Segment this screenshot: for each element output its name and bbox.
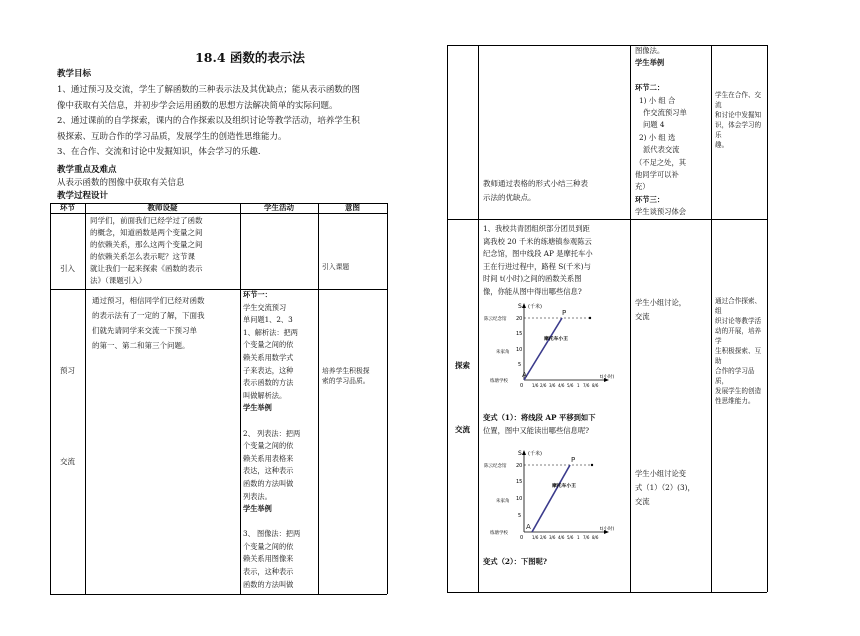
text-line: 示法的优缺点。	[483, 193, 536, 202]
y-arrow	[522, 303, 526, 308]
table-border	[447, 592, 767, 593]
table-border	[50, 203, 51, 594]
x-tick: 1/6	[532, 535, 539, 540]
x-tick: 1	[577, 383, 580, 388]
text-line: 作交流预习单	[643, 108, 687, 118]
text-line: 学生在合作、交流	[715, 91, 762, 109]
text-line: 个变量之间的依	[243, 541, 294, 551]
x-tick: 3/6	[549, 383, 556, 388]
town-label: 朱家角	[496, 350, 510, 355]
s-label: S	[518, 450, 522, 457]
t-label: t(小时)	[600, 527, 615, 532]
process-heading: 教学过程设计	[57, 191, 109, 201]
page-title: 18.4 函数的表示法	[195, 50, 305, 65]
x-tick: 8/6	[592, 383, 599, 388]
y-tick: 20	[516, 463, 523, 469]
text-line: 织讨论等教学活	[715, 317, 762, 325]
x-tick: 7/6	[583, 383, 590, 388]
t-label: t(小时)	[600, 375, 615, 380]
x-tick: 4/6	[558, 535, 565, 540]
student-variant	[635, 467, 711, 509]
text-line: 1、我校共青团组织部分团员到距	[483, 224, 590, 233]
problem-text	[483, 223, 629, 299]
table-border	[711, 45, 712, 592]
teacher-summary	[483, 177, 629, 205]
text-line: 教师通过表格的形式小结三种表	[483, 179, 588, 188]
text-line: 合作的学习品质，	[715, 367, 755, 385]
text-line: 学生举例	[243, 504, 272, 514]
text-line: 变式（1）：将线段 AP 平移到如下	[483, 413, 596, 422]
table-border	[50, 594, 387, 595]
stage-intro: 引入	[60, 264, 75, 273]
text-line: 通过预习，相信同学们已经对函数	[92, 296, 205, 305]
museum-label: 陈云纪念馆	[484, 464, 507, 469]
text-line: 函数的方法叫做	[243, 478, 294, 488]
intent-explore	[715, 296, 767, 406]
y-tick: 10	[516, 496, 523, 502]
origin: 0	[520, 535, 524, 541]
keypoints-text: 从表示函数的图像中获取有关信息	[57, 178, 185, 188]
text-line: 问题 4	[643, 120, 665, 130]
point-a: A	[522, 371, 527, 379]
text-line: 生积极探索、互助	[715, 347, 762, 365]
text-line: （不足之处，其	[635, 157, 687, 167]
variant2-label: 变式（2）：下图呢?	[483, 557, 548, 566]
table-border	[447, 45, 767, 46]
x-tick: 5/6	[567, 383, 574, 388]
x-tick: 4/6	[558, 383, 565, 388]
text-line: 通过合作探索、组	[715, 297, 762, 315]
intent-preview	[322, 366, 386, 386]
student-preview	[243, 289, 317, 591]
goals-list	[57, 83, 417, 161]
text-line: 像，你能从图中得出哪些信息?	[483, 286, 582, 296]
text-line: 时间 t(小时)之间的函数关系图	[483, 274, 582, 284]
text-line: 学生举例	[243, 403, 272, 413]
text-line: 发展学生的创造	[715, 387, 762, 395]
text-line: 子来表达，这种	[243, 365, 294, 375]
text-line: 环节二：	[635, 83, 665, 93]
s-label: S	[518, 303, 522, 310]
teacher-intro	[90, 215, 238, 287]
point-p: P	[562, 309, 567, 317]
table-border	[318, 203, 319, 594]
text-line: 培养学生积极探	[322, 367, 370, 375]
x-tick: 3/6	[549, 535, 556, 540]
intent-summary	[715, 90, 767, 150]
text-line: 学生举例	[635, 58, 665, 68]
school-label: 练塘学校	[490, 379, 508, 384]
stage-exchange: 交流	[60, 457, 75, 466]
x-tick: 8/6	[592, 535, 599, 540]
text-line: 识，体会学习的乐	[715, 121, 762, 139]
text-line: 2、 列表法：把两	[243, 428, 301, 438]
text-line: 交流	[635, 497, 650, 506]
moto-label: 摩托车小王	[552, 484, 576, 489]
student-explore	[635, 296, 709, 324]
segment-ap-shifted	[532, 465, 570, 532]
header-student: 学生活动	[264, 203, 294, 212]
text-line: 图像法。	[635, 46, 665, 55]
museum-label: 陈云纪念馆	[484, 317, 507, 322]
text-line: 个变量之间的依	[243, 441, 294, 451]
x-tick: 2/6	[540, 383, 547, 388]
header-intent: 意图	[345, 203, 360, 212]
intent-intro: 引入课题	[322, 263, 350, 271]
goal-line: 2、通过课前的自学探索，课内的合作探索以及组织讨论等教学活动，培养学生积	[57, 116, 360, 127]
x-tick: 5/6	[567, 535, 574, 540]
text-line: 学生小组讨论，	[635, 298, 687, 307]
x-tick: 1	[577, 535, 580, 540]
spacer	[635, 70, 709, 82]
text-line: 法》（课题引入）	[90, 276, 147, 285]
text-line: 赖关系用数学式	[243, 352, 294, 362]
header-stage: 环节	[60, 203, 75, 212]
text-line: 动的开展，培养学	[715, 327, 762, 345]
point-p: P	[571, 456, 576, 464]
spacer	[243, 415, 317, 428]
text-line: 和讨论中发掘知	[715, 111, 762, 119]
goal-line: 1、通过预习及交流，学生了解函数的三种表示法及其优缺点；能从表示函数的图	[57, 85, 360, 95]
text-line: 环节一：	[243, 290, 272, 299]
table-border	[447, 219, 767, 220]
text-line: 学生小组讨论变	[635, 469, 687, 478]
text-line: 的概念，知道函数是两个变量之间	[90, 228, 203, 237]
text-line: 的依赖关系怎么表示呢？这节课	[90, 252, 195, 261]
keypoints-heading: 教学重点及难点	[57, 165, 117, 175]
text-line: 1) 小 组 合	[639, 95, 676, 105]
distance-time-graph-variant	[482, 447, 622, 542]
table-border	[387, 203, 388, 594]
table-border	[85, 203, 86, 594]
stage-preview: 预习	[60, 366, 75, 375]
y-tick: 15	[516, 331, 523, 337]
text-line: 列表法。	[243, 491, 272, 501]
y-tick: 10	[516, 347, 523, 353]
unit-km: (千米)	[528, 304, 542, 310]
text-line: 的表示法有了一定的了解，下面我	[92, 311, 205, 320]
text-line: 王在行进过程中，路程 S(千米)与	[483, 261, 591, 271]
x-tick: 1/6	[532, 383, 539, 388]
y-tick: 5	[518, 362, 522, 368]
text-line: 趣。	[715, 141, 729, 149]
text-line: 索的学习品质。	[322, 377, 370, 385]
text-line: 的第一、第二和第三个问题。	[92, 341, 190, 350]
text-line: 他同学可以补	[635, 170, 679, 180]
text-line: 同学们，前面我们已经学过了函数	[90, 216, 203, 225]
text-line: 式（1）（2）(3)，	[635, 483, 695, 492]
goal-line: 3、在合作、交流和讨论中发掘知识，体会学习的乐趣.	[57, 147, 261, 158]
text-line: 充）	[635, 182, 650, 192]
table-border	[447, 45, 448, 592]
text-line: 3、 图像法：把两	[243, 529, 301, 539]
text-line: 性思维能力。	[715, 397, 755, 405]
spacer	[243, 516, 317, 529]
x-tick: 7/6	[583, 535, 590, 540]
school-label: 练塘学校	[490, 531, 508, 536]
text-line: 学生交流预习	[243, 302, 287, 312]
student-summary	[635, 45, 709, 219]
variant1-text	[483, 412, 629, 437]
distance-time-graph	[482, 300, 622, 390]
text-line: 赖关系用图像来	[243, 554, 294, 564]
text-line: 的依赖关系，那么这两个变量之间	[90, 240, 203, 249]
text-line: 位置，图中又能读出哪些信息呢?	[483, 425, 590, 435]
town-label: 朱家角	[496, 499, 510, 504]
stage-exchange-2: 交流	[455, 425, 470, 434]
teacher-preview	[92, 293, 238, 353]
goal-line: 极探索、互助合作的学习品质，发展学生的创造性思维能力。	[57, 131, 287, 142]
y-tick: 20	[516, 316, 523, 322]
text-line: 离我校 20 千米的练塘镇参观陈云	[483, 236, 592, 246]
table-border	[478, 45, 479, 592]
text-line: 叫做解析法。	[243, 390, 287, 400]
text-line: 赖关系用表格来	[243, 453, 294, 463]
text-line: 派代表交流	[643, 145, 680, 155]
text-line: 环节三：	[635, 194, 665, 204]
dot	[591, 464, 593, 466]
segment-ap	[524, 318, 562, 380]
goal-line: 像中获取有关信息，并初步学会运用函数的思想方法解决简单的实际问题。	[57, 100, 338, 111]
text-line: 单问题1、2、3	[243, 315, 293, 325]
text-line: 表达，这种表示	[243, 466, 294, 476]
y-tick: 5	[518, 513, 522, 519]
text-line: 们就先请同学来交流一下预习单	[92, 326, 197, 335]
table-border	[240, 203, 241, 594]
unit-km: (千米)	[528, 451, 542, 457]
text-line: 学生谈预习体会	[635, 207, 687, 217]
text-line: 函数的方法叫做	[243, 579, 294, 589]
table-border	[50, 289, 387, 290]
variant2-text	[483, 557, 547, 567]
text-line: 1、解析法：把两	[243, 327, 298, 337]
origin: 0	[520, 383, 524, 389]
table-border	[630, 45, 631, 592]
goals-heading: 教学目标	[57, 69, 92, 79]
text-line: 个变量之间的依	[243, 340, 294, 350]
x-tick: 2/6	[540, 535, 547, 540]
stage-explore: 探索	[455, 361, 470, 370]
text-line: 交流	[635, 312, 650, 321]
header-teacher: 教师设疑	[147, 203, 178, 212]
y-tick: 15	[516, 479, 523, 485]
point-a: A	[526, 523, 531, 531]
text-line: 表示函数的方法	[243, 378, 294, 388]
table-border	[767, 45, 768, 592]
text-line: 就让我们一起来探索《函数的表示	[90, 264, 203, 273]
dot	[589, 317, 591, 319]
text-line: 纪念馆，图中线段 AP 是摩托车小	[483, 249, 593, 259]
moto-label: 摩托车小王	[544, 337, 568, 342]
text-line: 2) 小 组 选	[639, 132, 676, 142]
y-arrow	[522, 450, 526, 455]
text-line: 表示，这种表示	[243, 567, 294, 577]
